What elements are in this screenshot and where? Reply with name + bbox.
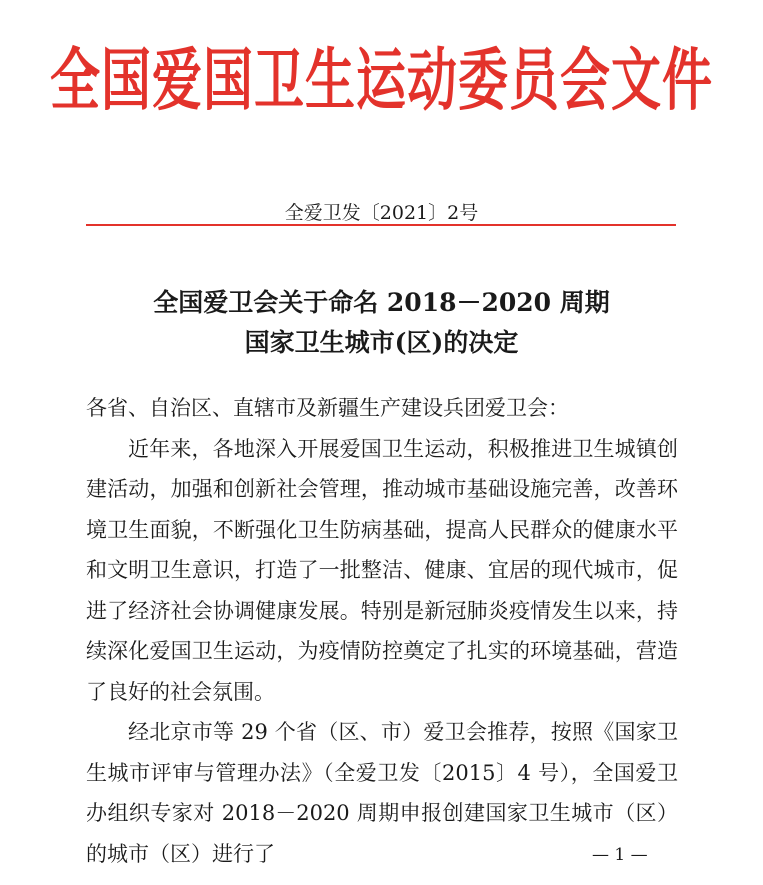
salutation: 各省、自治区、直辖市及新疆生产建设兵团爱卫会： (86, 396, 569, 420)
title-line-1: 全国爱卫会关于命名 2018－2020 周期 (153, 288, 610, 317)
document-body (86, 388, 678, 874)
title-line-2: 国家卫生城市(区)的决定 (244, 328, 519, 357)
document-title (0, 283, 763, 363)
page-number: — 1 — (592, 845, 648, 865)
body-paragraph-1: 近年来，各地深入开展爱国卫生运动，积极推进卫生城镇创建活动，加强和创新社会管理，推动城市基础设施完善，改善环境卫生面貌，不断强化卫生防病基础，提高人民群众的健康水平和文明卫生意识，打造了一批整洁、健康、宜居的现代城市，促进了经济社会协调健康发展。特别是新冠肺炎疫情发生以来，持续深化爱国卫生运动，为疫情防控奠定了扎实的环境基础，营造了良好的社会氛围。 (86, 436, 678, 704)
body-paragraph-2: 经北京市等 29 个省（区、市）爱卫会推荐，按照《国家卫生城市评审与管理办法》（全爱卫发〔2015〕4 号），全国爱卫办组织专家对 2018－2020 周期申报创建国家卫生城市（区）的城市（区）进行了 (86, 720, 678, 866)
document-issuer-masthead: 全国爱国卫生运动委员会文件 (50, 41, 713, 120)
document-number: 全爱卫发〔2021〕2号 (284, 202, 479, 224)
red-divider-line (86, 224, 676, 226)
